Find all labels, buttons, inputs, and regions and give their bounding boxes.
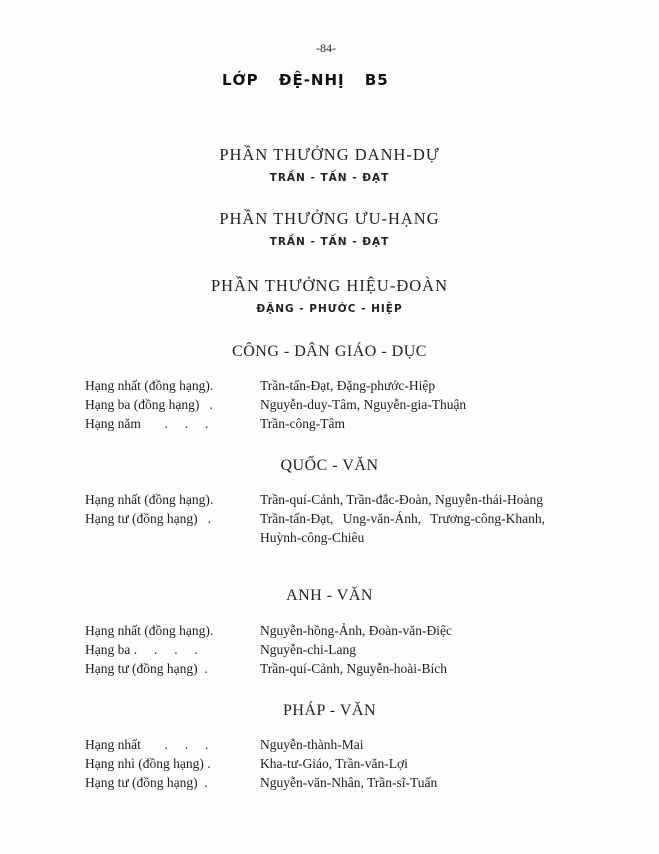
student-names: Trần-quí-Cảnh, Nguyễn-hoài-Bích [260,661,447,676]
award-title: PHẦN THƯỞNG ƯU-HẠNG [219,209,440,228]
rank-label: Hạng nhì (đồng hạng) . [85,756,211,771]
subject-rows-vietnamese [85,490,545,547]
award-excellence [0,209,659,248]
rank-label: Hạng tư (đồng hạng) . [85,775,208,790]
subject-rows-french [85,735,545,792]
ranking-row [85,621,545,640]
rank-label: Hạng ba (đồng hạng) . [85,397,213,412]
award-school-union [0,276,659,315]
rank-label: Hạng tư (đồng hạng) . [85,661,208,676]
subject-title-civic-education: CÔNG - DÂN GIÁO - DỤC [232,343,427,360]
award-recipient: TRẦN - TẤN - ĐẠT [269,172,390,184]
student-names: Nguyễn-văn-Nhân, Trần-sĩ-Tuấn [260,775,438,790]
student-names: Nguyễn-hồng-Ảnh, Đoàn-văn-Điệc [260,623,452,638]
award-recipient: ĐẶNG - PHƯỚC - HIỆP [256,303,403,315]
ranking-row [85,640,545,659]
student-names: Trần-tấn-Đạt, Ung-văn-Ánh, Trương-công-Khanh, Huỳnh-công-Chiêu [260,511,545,545]
rank-label: Hạng nhất (đồng hạng). [85,623,214,638]
student-names: Trần-tấn-Đạt, Đặng-phước-Hiệp [260,378,436,393]
rank-label: Hạng nhất (đồng hạng). [85,378,214,393]
award-honor [0,145,659,184]
ranking-row [85,509,545,547]
student-names: Trần-công-Tâm [260,416,345,431]
ranking-row [85,490,545,509]
award-title: PHẦN THƯỞNG DANH-DỰ [219,145,440,164]
rank-label: Hạng tư (đồng hạng) . [85,511,212,526]
ranking-row [85,735,545,754]
ranking-row [85,395,545,414]
rank-label: Hạng nhất . . . [85,737,209,752]
rank-label: Hạng năm . . . [85,416,209,431]
student-names: Trần-quí-Cảnh, Trần-đắc-Đoàn, Nguyễn-thái-Hoàng [260,492,543,507]
subject-title-french: PHÁP - VĂN [282,702,376,719]
ranking-row [85,659,545,678]
award-title: PHẦN THƯỞNG HIỆU-ĐOÀN [211,276,448,295]
subject-rows-english [85,621,545,678]
award-recipient: TRẦN - TẤN - ĐẠT [269,236,390,248]
subject-rows-civic-education [85,376,545,433]
page-number-text: -84- [316,41,336,55]
rank-label: Hạng ba . . . . [85,642,198,657]
student-names: Nguyễn-duy-Tâm, Nguyễn-gia-Thuận [260,397,467,412]
ranking-row [85,773,545,792]
subject-title-english: ANH - VĂN [286,587,373,604]
student-names: Nguyễn-thành-Mai [260,737,364,752]
ranking-row [85,414,545,433]
student-names: Nguyễn-chi-Lang [260,642,356,657]
subject-title-vietnamese: QUỐC - VĂN [280,457,379,474]
ranking-row [85,376,545,395]
rank-label: Hạng nhất (đồng hạng). [85,492,214,507]
student-names: Kha-tư-Giáo, Trần-văn-Lợi [260,756,408,771]
ranking-row [85,754,545,773]
class-title: LỚP ĐỆ-NHỊ B5 [222,71,389,89]
